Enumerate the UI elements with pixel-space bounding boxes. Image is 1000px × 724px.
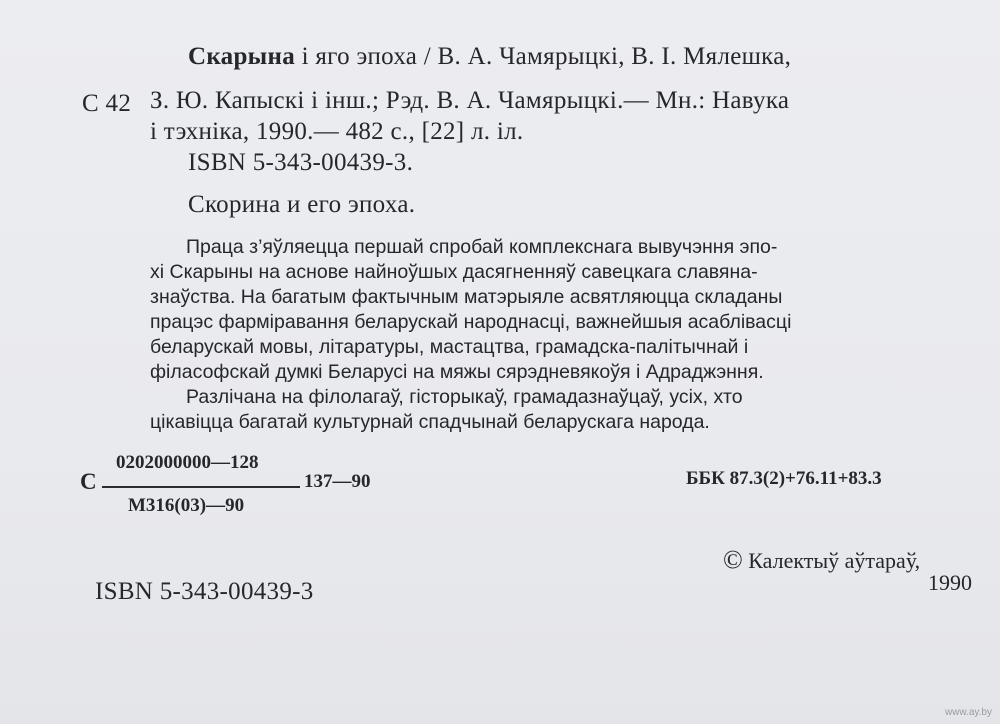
footer-isbn: ISBN 5-343-00439-3 (95, 578, 314, 605)
bbk-code: ББК 87.3(2)+76.11+83.3 (686, 468, 882, 489)
annotation-line-4: працэс фарміравання беларускай народнасці, важнейшыя асаблівасці (150, 311, 792, 333)
annotation-line-6: філасофскай думкі Беларусі на мяжы сярэдневякоўя і Адраджэння. (150, 361, 764, 383)
annotation-line-1: Праца з’яўляецца першай спробай комплекснага вывучэння эпо- (186, 236, 778, 258)
catalog-denominator: М316(03)—90 (128, 495, 245, 516)
header-isbn: ISBN 5-343-00439-3. (188, 149, 414, 176)
russian-title: Скорина и его эпоха. (188, 191, 416, 218)
copyright-year: 1990 (928, 570, 972, 595)
header-line-2: З. Ю. Капыскі і інш.; Рэд. В. А. Чамярыцкі.— Мн.: Навука (150, 87, 790, 114)
book-title: Скарына (188, 43, 296, 70)
header-line-1 (188, 43, 791, 71)
watermark: www.ay.by (944, 707, 992, 718)
copyright-symbol: © (723, 545, 743, 574)
annotation-line-3: знаўства. На багатым фактычным матэрыяле асвятляюцца складаны (150, 286, 783, 308)
header-line-1-rest: і яго эпоха / В. А. Чамярыцкі, В. І. Мялешка, (301, 43, 792, 70)
catalog-fraction-rule (102, 486, 300, 488)
annotation-line-5: беларускай мовы, літаратуры, мастацтва, грамадска-палітычнай і (150, 336, 749, 358)
catalog-numerator: 0202000000—128 (116, 452, 259, 473)
annotation-line-2: хі Скарыны на аснове найноўшых дасягненняў савецкага славяна- (150, 261, 758, 283)
copyright-line (723, 545, 920, 575)
header-line-3: і тэхніка, 1990.— 482 с., [22] л. іл. (150, 118, 524, 145)
annotation-line-8: цікавіцца багатай культурнай спадчынай беларускага народа. (150, 411, 710, 433)
copyright-holder: Калектыў аўтараў, (748, 548, 921, 573)
catalog-letter: С (80, 469, 97, 494)
annotation-line-7: Разлічана на філолагаў, гісторыкаў, грамадазнаўцаў, усіх, хто (186, 386, 743, 408)
catalog-suffix: 137—90 (304, 471, 371, 492)
call-number: С 42 (82, 90, 132, 117)
